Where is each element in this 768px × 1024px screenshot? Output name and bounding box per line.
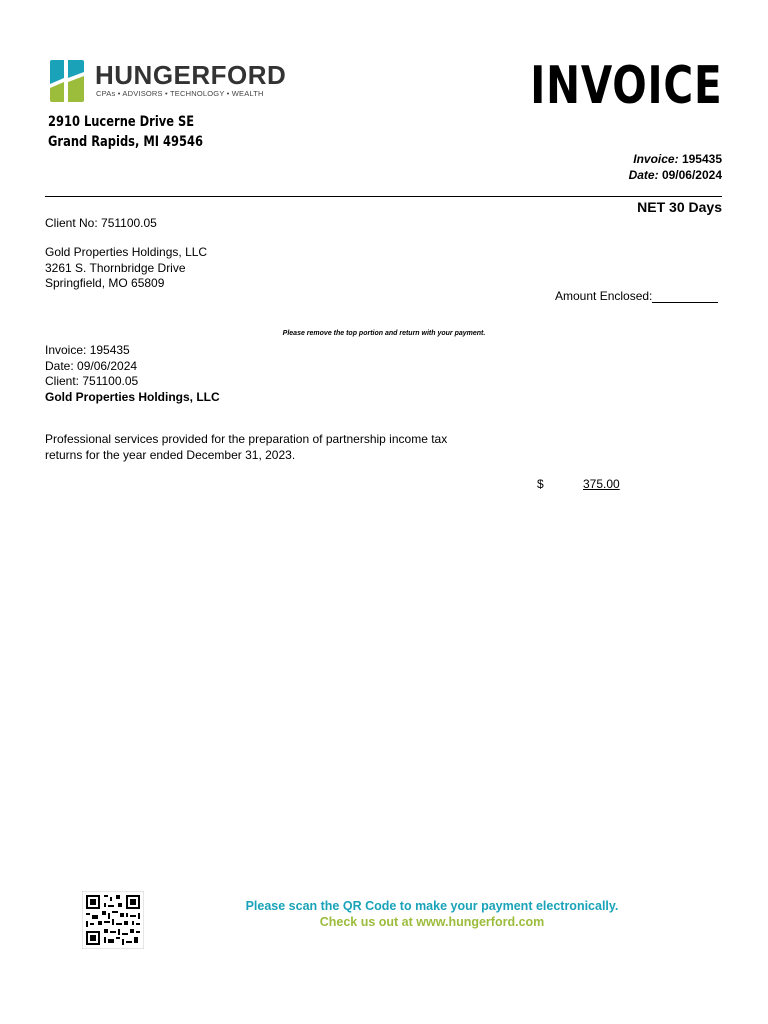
firm-tagline: CPAs • ADVISORS • TECHNOLOGY • WEALTH — [96, 89, 264, 98]
amount-enclosed-blank — [652, 291, 718, 303]
invoice-title: INVOICE — [529, 56, 722, 116]
invoice-number-row — [629, 151, 722, 167]
service-amount — [537, 477, 620, 491]
stub-invoice: Invoice: 195435 — [45, 343, 130, 357]
firm-address-line2: Grand Rapids, MI 49546 — [48, 134, 204, 150]
stub-date: Date: 09/06/2024 — [45, 358, 138, 373]
website-note[interactable]: Check us out at www.hungerford.com — [319, 915, 545, 929]
payment-footer — [0, 898, 768, 930]
firm-name: HUNGERFORD — [95, 60, 287, 90]
invoice-stub — [45, 343, 220, 405]
invoice-date-label: Date: — [628, 168, 659, 182]
invoice-number-label: Invoice: — [633, 152, 679, 166]
invoice-meta — [629, 151, 722, 183]
client-street: 3261 S. Thornbridge Drive — [45, 260, 186, 275]
invoice-date-row — [629, 167, 722, 183]
invoice-date-value: 09/06/2024 — [661, 168, 722, 182]
stub-client: Client: 751100.05 — [45, 374, 139, 388]
amount-enclosed — [555, 289, 718, 303]
firm-address-line1: 2910 Lucerne Drive SE — [48, 114, 195, 130]
service-description — [45, 432, 475, 463]
service-description-line2: returns for the year ended December 31, 2023. — [45, 447, 296, 462]
firm-logo — [48, 58, 287, 106]
hungerford-logo-icon — [48, 58, 88, 104]
amount-enclosed-label: Amount Enclosed: — [555, 289, 653, 303]
client-city: Springfield, MO 65809 — [45, 276, 165, 290]
amount-value: 375.00 — [582, 477, 620, 491]
service-description-line1: Professional services provided for the preparation of partnership income tax — [45, 432, 448, 446]
remove-portion-note: Please remove the top portion and return with your payment. — [282, 330, 486, 337]
currency-symbol: $ — [537, 477, 544, 491]
payment-terms: NET 30 Days — [637, 199, 722, 215]
firm-address — [48, 112, 203, 152]
header-divider — [45, 196, 722, 197]
client-name: Gold Properties Holdings, LLC — [45, 245, 208, 259]
client-address — [45, 245, 207, 292]
stub-client-name: Gold Properties Holdings, LLC — [45, 389, 220, 404]
qr-payment-note: Please scan the QR Code to make your payment electronically. — [245, 899, 619, 913]
invoice-number-value: 195435 — [681, 152, 722, 166]
client-number: Client No: 751100.05 — [45, 216, 157, 230]
